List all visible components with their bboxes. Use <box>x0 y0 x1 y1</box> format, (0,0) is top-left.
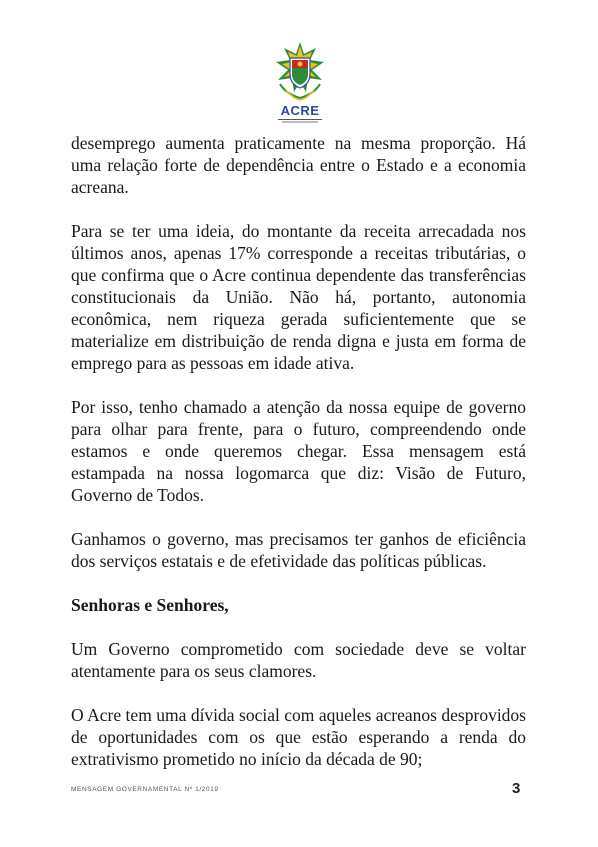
paragraph: Ganhamos o governo, mas precisamos ter ganhos de eficiência dos serviços estatais e de efetividade das políticas públicas. <box>71 529 526 571</box>
paragraph: desemprego aumenta praticamente na mesma proporção. Há uma relação forte de dependência entre o Estado e a economia acreana. <box>71 133 526 197</box>
paragraph: Por isso, tenho chamado a atenção da nossa equipe de governo para olhar para frente, para o futuro, compreendendo onde estamos e onde queremos chegar. Essa mensagem está estampada na nossa logomarca que diz: Visão de Futuro, Governo de Todos. <box>71 397 526 505</box>
paragraph: Para se ter uma ideia, do montante da receita arrecadada nos últimos anos, apenas 17% corresponde a receitas tributárias, o que confirma que o Acre continua dependente das transferências constitucionais da União. Não há, portanto, autonomia econômica, nem riqueza gerada suficientemente que se materialize em distribuição de renda digna e justa em forma de emprego para as pessoas em idade ativa. <box>71 221 526 373</box>
paragraph: O Acre tem uma dívida social com aqueles acreanos desprovidos de oportunidades com os que estão esperando a renda do extrativismo prometido no início da década de 90; <box>71 705 526 769</box>
logo-wordmark: ACRE <box>280 103 320 118</box>
logo-tagline-mark <box>278 118 322 124</box>
paragraph: Um Governo comprometido com sociedade deve se voltar atentamente para os seus clamores. <box>71 639 526 681</box>
footer-document-label: MENSAGEM GOVERNAMENTAL Nº 1/2019 <box>71 786 219 793</box>
acre-coat-of-arms-logo <box>266 40 334 128</box>
page-number: 3 <box>512 780 521 797</box>
acre-emblem-icon <box>266 40 334 104</box>
section-heading: Senhoras e Senhores, <box>71 595 229 615</box>
document-body <box>71 132 526 792</box>
